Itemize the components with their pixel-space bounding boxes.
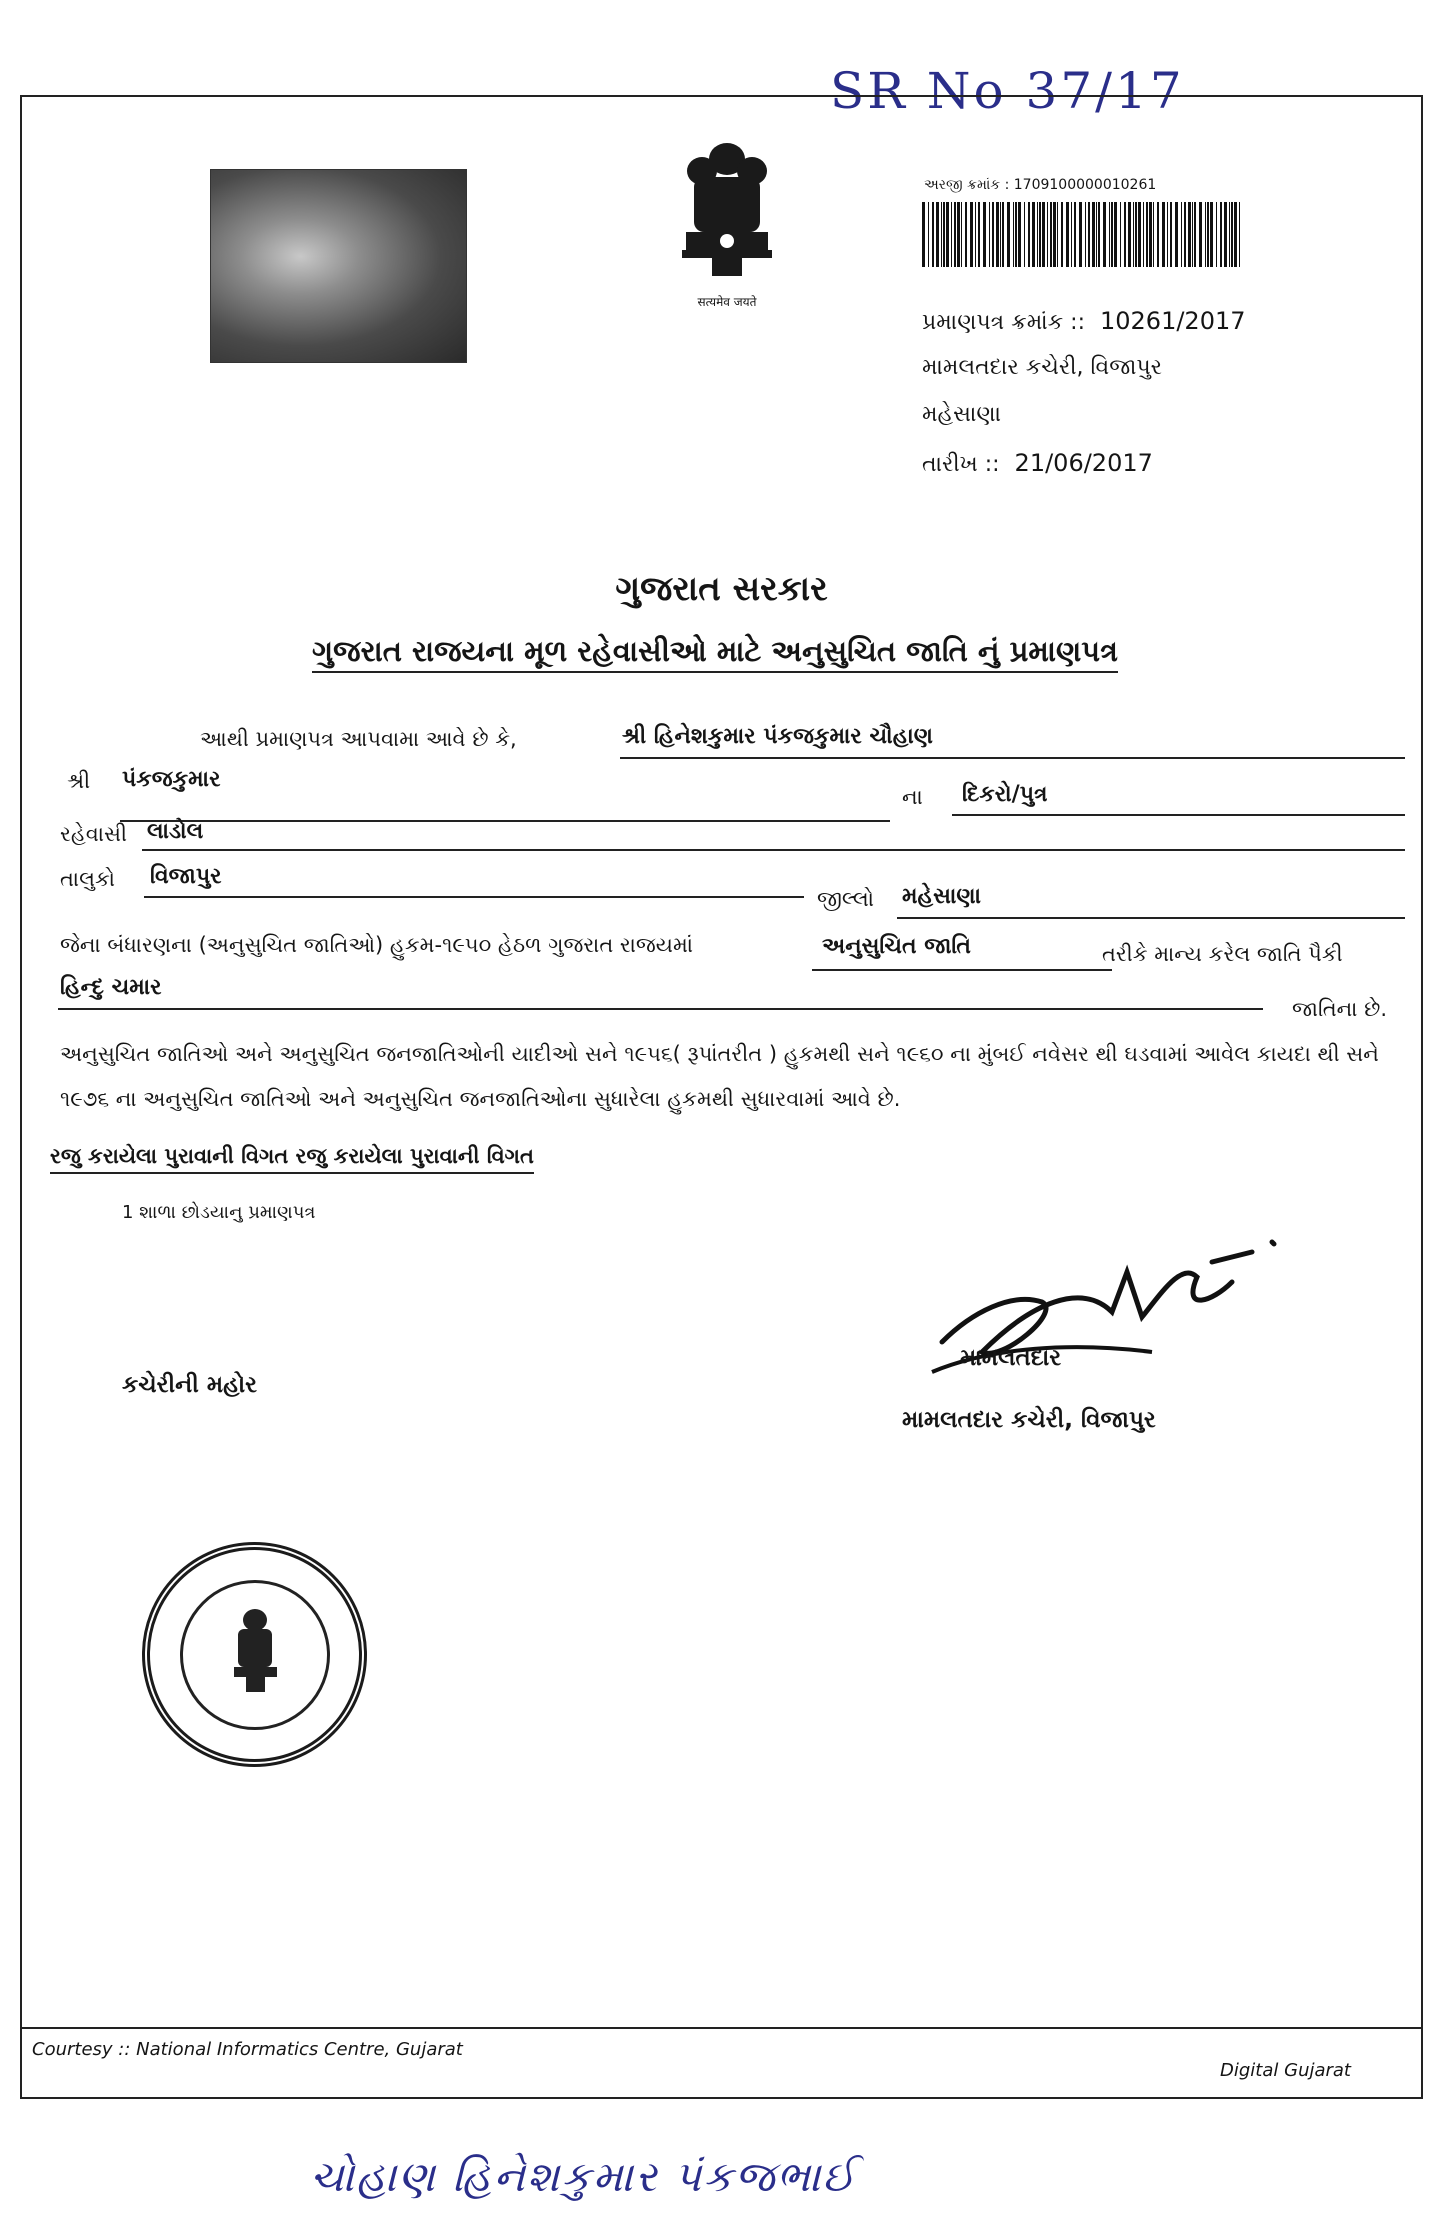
barcode-bar xyxy=(1018,202,1021,267)
barcode-bar xyxy=(1167,202,1168,267)
barcode-bar xyxy=(941,202,942,267)
barcode-bar xyxy=(1061,202,1063,267)
barcode-bar xyxy=(961,202,962,267)
footer-divider xyxy=(22,2027,1421,2029)
evidence-item: 1 શાળા છોડયાનુ પ્રમાણપત્ર xyxy=(122,1202,316,1223)
barcode-bar xyxy=(1092,202,1095,267)
barcode-bar xyxy=(946,202,949,267)
certificate-number-label: પ્રમાણપત્ર ક્રમાંક :: xyxy=(922,310,1085,335)
recognized-text: તરીકે માન્ય કરેલ જાતિ પૈકી xyxy=(1102,942,1343,966)
barcode-bar xyxy=(1162,202,1165,267)
taluka-label: તાલુકો xyxy=(60,867,116,891)
relation: દિકરો/પુત્ર xyxy=(962,782,1048,807)
caste: હિન્દુ ચમાર xyxy=(60,975,162,1000)
barcode-bar xyxy=(1146,202,1148,267)
barcode-bar xyxy=(932,202,934,267)
caste-suffix: જાતિના છે. xyxy=(1292,997,1387,1021)
handwritten-name-note: ચોહાણ હિનેશકુમાર પંકજભાઈ xyxy=(310,2152,857,2201)
village: લાડોલ xyxy=(147,819,204,844)
barcode-bar xyxy=(1157,202,1159,267)
application-number xyxy=(924,177,1156,193)
barcode-bar xyxy=(1138,202,1141,267)
barcode-bar xyxy=(983,202,986,267)
barcode-bar xyxy=(954,202,956,267)
holder-name: શ્રી હિનેશકુમાર પંકજકુમાર ચૌહાણ xyxy=(622,724,933,749)
barcode-bar xyxy=(1066,202,1069,267)
legal-paragraph: અનુસુચિત જાતિઓ અને અનુસુચિત જનજાતિઓની યાદીઓ સને ૧૯૫૬( રૂપાંતરીત ) હુકમથી સને ૧૯૬૦ ના મુંબઈ નવેસર થી ઘડવામાં આવેલ કાયદા થી સને ૧૯૭૬ ના અનુસુચિત જાતિઓ અને અનુસુચિત જનજાતિઓના સુધારેલા હુકમથી સુધારવામાં આવે છે. xyxy=(60,1042,1379,1111)
barcode-bar xyxy=(1188,202,1191,267)
category-underline xyxy=(812,969,1112,971)
barcode-bar xyxy=(1028,202,1030,267)
barcode-bar xyxy=(1042,202,1045,267)
application-number-label: અરજી ક્રમાંક : xyxy=(924,177,1010,193)
category: અનુસુચિત જાતિ xyxy=(822,934,971,959)
caste-underline xyxy=(58,1008,1263,1010)
ashoka-emblem-icon xyxy=(672,137,782,287)
village-underline xyxy=(142,849,1405,851)
shri-label: શ્રી xyxy=(67,769,91,793)
intro-text: આથી પ્રમાણપત્ર આપવામા આવે છે કે, xyxy=(200,727,517,751)
handwritten-sr-number: SR No 37/17 xyxy=(830,62,1185,120)
barcode-bar xyxy=(989,202,990,267)
barcode-bar xyxy=(1111,202,1113,267)
applicant-photo xyxy=(210,169,467,363)
barcode-bar xyxy=(957,202,960,267)
certificate-document xyxy=(20,95,1423,2099)
barcode-bar xyxy=(1234,202,1237,267)
barcode-bar xyxy=(1000,202,1001,267)
taluka: વિજાપુર xyxy=(150,864,222,889)
barcode-bar xyxy=(951,202,952,267)
barcode-bar xyxy=(1002,202,1004,267)
barcode-bar xyxy=(1220,202,1222,267)
resident-label: રહેવાસી xyxy=(60,822,128,846)
barcode-bar xyxy=(1194,202,1196,267)
national-emblem xyxy=(672,137,782,317)
barcode-bar xyxy=(1184,202,1186,267)
barcode-bar xyxy=(1175,202,1178,267)
office-seal-label: કચેરીની મહોર xyxy=(122,1372,258,1398)
barcode-bar xyxy=(1103,202,1106,267)
barcode-bar xyxy=(1037,202,1038,267)
barcode-bar xyxy=(1013,202,1014,267)
name-underline xyxy=(620,757,1405,759)
barcode-bar xyxy=(1143,202,1144,267)
barcode-bar xyxy=(965,202,967,267)
certificate-number-value: 10261/2017 xyxy=(1100,307,1246,335)
barcode-bar xyxy=(1015,202,1017,267)
application-number-value: 1709100000010261 xyxy=(1013,177,1157,193)
seal-emblem-icon xyxy=(228,1605,283,1700)
signatory-designation: મામલતદાર xyxy=(960,1345,1062,1371)
barcode-bar xyxy=(978,202,980,267)
father-underline xyxy=(120,820,890,822)
barcode-bar xyxy=(922,202,925,267)
barcode-bar xyxy=(1239,202,1240,267)
barcode-bar xyxy=(1074,202,1076,267)
barcode-bar xyxy=(1216,202,1217,267)
barcode-bar xyxy=(1207,202,1209,267)
barcode-bar xyxy=(1149,202,1152,267)
barcode-bar xyxy=(1135,202,1137,267)
barcode-bar xyxy=(1053,202,1056,267)
barcode-bar xyxy=(1205,202,1206,267)
barcode-bar xyxy=(975,202,976,267)
barcode-bar xyxy=(1098,202,1100,267)
barcode-bar xyxy=(1210,202,1213,267)
barcode-bar xyxy=(1192,202,1193,267)
footer-brand: Digital Gujarat xyxy=(1220,2060,1351,2081)
barcode-bar xyxy=(1071,202,1072,267)
barcode xyxy=(922,202,1242,267)
barcode-bar xyxy=(1096,202,1097,267)
certificate-date xyxy=(922,449,1153,477)
barcode-bar xyxy=(1153,202,1154,267)
barcode-bar xyxy=(936,202,939,267)
barcode-bar xyxy=(1079,202,1082,267)
barcode-bar xyxy=(1229,202,1230,267)
barcode-bar xyxy=(1057,202,1058,267)
father-name: પંકજકુમાર xyxy=(122,767,221,792)
barcode-bar xyxy=(1120,202,1121,267)
order-text: જેના બંધારણના (અનુસુચિત જાતિઓ) હુકમ-૧૯૫૦ હેઠળ ગુજરાત રાજયમાં xyxy=(60,933,693,957)
barcode-bar xyxy=(1032,202,1035,267)
barcode-bar xyxy=(1050,202,1052,267)
barcode-bar xyxy=(1231,202,1233,267)
barcode-bar xyxy=(1124,202,1126,267)
office-seal-stamp xyxy=(142,1542,367,1767)
issuing-office: મામલતદાર કચેરી, વિજાપુર xyxy=(922,355,1163,380)
date-value: 21/06/2017 xyxy=(1014,449,1153,477)
barcode-bar xyxy=(1224,202,1227,267)
barcode-bar xyxy=(1170,202,1172,267)
date-label: તારીખ :: xyxy=(922,452,1000,477)
barcode-bar xyxy=(996,202,999,267)
barcode-bar xyxy=(1088,202,1090,267)
issuing-district: મહેસાણા xyxy=(922,402,1001,427)
barcode-bar xyxy=(1133,202,1134,267)
barcode-bar xyxy=(943,202,945,267)
taluka-underline xyxy=(144,896,804,898)
district-underline xyxy=(897,917,1405,919)
barcode-bar xyxy=(1181,202,1182,267)
evidence-heading: રજુ કરાયેલા પુરાવાની વિગત રજુ કરાયેલા પુરાવાની વિગત xyxy=(50,1144,534,1174)
barcode-bar xyxy=(1199,202,1202,267)
barcode-bar xyxy=(928,202,929,267)
barcode-bar xyxy=(1085,202,1086,267)
emblem-motto: सत्यमेव जयते xyxy=(697,295,757,309)
barcode-bar xyxy=(1047,202,1048,267)
barcode-bar xyxy=(992,202,994,267)
district-label: જીલ્લો xyxy=(817,887,874,911)
district: મહેસાણા xyxy=(902,884,981,909)
relation-underline xyxy=(952,814,1405,816)
na-label: ના xyxy=(902,785,923,809)
barcode-bar xyxy=(1128,202,1131,267)
government-title: ગુજરાત સરકાર xyxy=(615,569,828,609)
certificate-number xyxy=(922,307,1246,335)
footer-courtesy: Courtesy :: National Informatics Centre, Gujarat xyxy=(32,2039,463,2060)
certificate-title: ગુજરાત રાજયના મૂળ રહેવાસીઓ માટે અનુસુચિત જાતિ નું પ્રમાણપત્ર xyxy=(312,634,1118,673)
barcode-bar xyxy=(1039,202,1041,267)
barcode-bar xyxy=(1109,202,1110,267)
signatory-office: મામલતદાર કચેરી, વિજાપુર xyxy=(902,1407,1156,1433)
barcode-bar xyxy=(1007,202,1010,267)
barcode-bar xyxy=(970,202,973,267)
barcode-bar xyxy=(1024,202,1025,267)
barcode-bar xyxy=(1114,202,1117,267)
